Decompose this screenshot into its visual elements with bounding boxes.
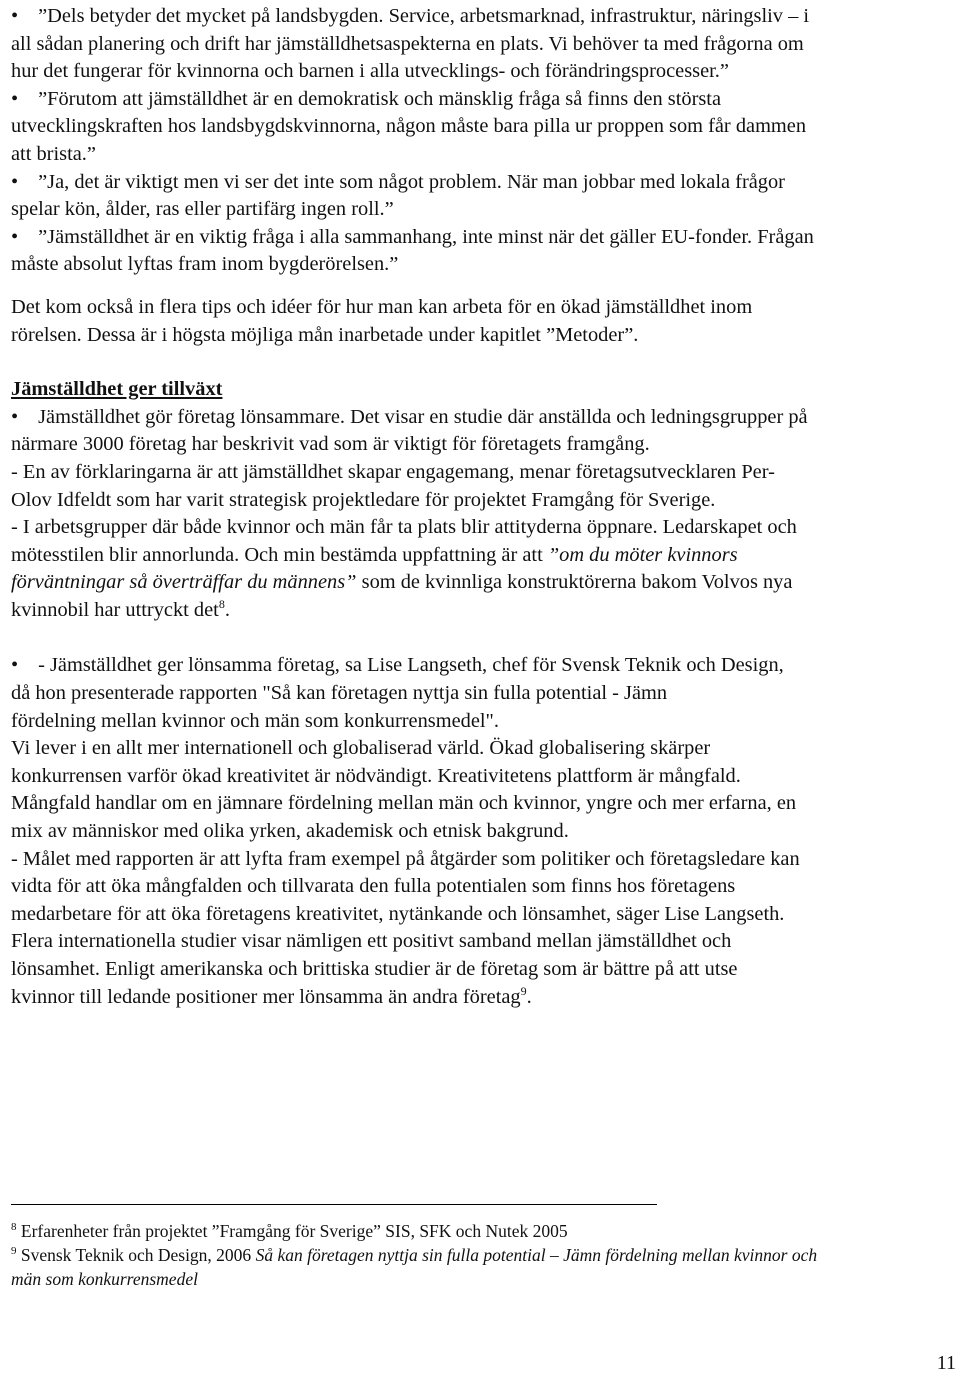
profit-line-4: Vi lever i en allt mer internationell och globaliserad värld. Ökad globalisering skärper [11,737,711,760]
growth-line-4: Olov Idfeldt som har varit strategisk projektledare för projektet Framgång för Sverige. [11,488,716,511]
growth-line-8: kvinnobil har uttryckt det [11,598,219,621]
bullet-icon: • [11,405,19,428]
profit-line-1: - Jämställdhet ger lönsamma företag, sa Lise Langseth, chef för Svensk Teknik och Design, [33,654,784,677]
footnote-9-title-1: Så kan företagen nyttja sin fulla potential – Jämn fördelning mellan kvinnor och [255,1245,818,1265]
footnote-ref-8[interactable]: 8 [218,597,225,612]
footnote-9-title-2: män som konkurrensmedel [11,1269,198,1289]
profit-line-8: - Målet med rapporten är att lyfta fram exempel på åtgärder som politiker och företagsledare kan [11,847,800,870]
quote-1-line-2: all sådan planering och drift har jämställdhetsaspekterna en plats. Vi behöver ta med frågorna om [11,32,804,55]
profit-line-6: Mångfald handlar om en jämnare fördelning mellan män och kvinnor, yngre och mer erfarna, en [11,792,797,815]
footnote-9-text: Svensk Teknik och Design, 2006 [16,1245,256,1265]
quote-bullet-1 [11,3,953,86]
quote-1-line-3: hur det fungerar för kvinnorna och barnen i alla utvecklings- och förändringsprocesser.” [11,60,729,83]
quote-bullet-4 [11,224,953,279]
tips-paragraph [11,294,953,349]
section-heading: Jämställdhet ger tillväxt [11,378,223,401]
quote-bullet-3 [11,169,953,224]
bullet-icon: • [11,5,19,27]
footnote-9-number: 9 [11,1245,17,1258]
growth-quote-part-2: förväntningar så överträffar du männens” [11,571,357,594]
bullet-icon: • [11,87,19,110]
quote-3-line-2: spelar kön, ålder, ras eller partifärg ingen roll.” [11,198,394,221]
growth-line-1: Jämställdhet gör företag lönsammare. Det visar en studie där anställda och ledningsgrupper på [33,405,808,428]
quote-bullet-2 [11,86,953,169]
growth-quote-part-1: ”om du möter kvinnors [547,543,738,566]
profit-line-7: mix av människor med olika yrken, akademisk och etnisk bakgrund. [11,820,569,843]
footnote-ref-9[interactable]: 9 [520,983,527,998]
profit-line-2: då hon presenterade rapporten "Så kan företagen nyttja sin fulla potential - Jämn [11,682,668,705]
profit-line-12: lönsamhet. Enligt amerikanska och brittiska studier är de företag som är bättre på att utse [11,958,738,980]
footnote-8-number: 8 [11,1221,17,1234]
quote-2-line-2: utvecklingskraften hos landsbygdskvinnorna, någon måste bara pilla ur proppen som får dammen [11,115,807,138]
footnote-8 [11,1219,953,1243]
growth-line-7: som de kvinnliga konstruktörerna bakom Volvos nya [356,571,793,594]
quote-1-line-1: ”Dels betyder det mycket på landsbygden. Service, arbetsmarknad, infrastruktur, näringsliv – i [33,5,810,27]
profit-line-11: Flera internationella studier visar nämligen ett positivt samband mellan jämställdhet och [11,930,732,953]
growth-line-6: mötesstilen blir annorlunda. Och min bestämda uppfattning är att [11,543,548,566]
profit-section [11,652,953,1011]
profit-line-5: konkurrensen varför ökad kreativitet är nödvändigt. Kreativitetens plattform är mångfald. [11,764,741,787]
footnote-8-text: Erfarenheter från projektet ”Framgång för Sverige” SIS, SFK och Nutek 2005 [16,1221,568,1241]
tips-line-1: Det kom också in flera tips och idéer för hur man kan arbeta för en ökad jämställdhet inom [11,295,753,318]
profit-line-9: vidta för att öka mångfalden och tillvarata den fulla potentialen som finns hos företagens [11,875,736,898]
page-number: 11 [936,1352,956,1374]
growth-line-8-end: . [224,598,230,621]
footnotes [11,1219,953,1291]
footnote-separator [11,1204,657,1205]
quote-2-line-1: ”Förutom att jämställdhet är en demokratisk och mänsklig fråga så finns den största [33,87,722,110]
profit-line-13: kvinnor till ledande positioner mer lönsamma än andra företag [11,985,521,1008]
growth-line-2: närmare 3000 företag har beskrivit vad som är viktigt för företagets framgång. [11,433,650,456]
footnote-9 [11,1243,953,1291]
profit-line-13-end: . [526,985,532,1008]
bullet-icon: • [11,654,19,677]
quote-3-line-1: ”Ja, det är viktigt men vi ser det inte som något problem. När man jobbar med lokala frågor [33,170,785,193]
growth-line-3: - En av förklaringarna är att jämställdhet skapar engagemang, menar företagsutvecklaren Per- [11,460,775,483]
quote-4-line-1: ”Jämställdhet är en viktig fråga i alla sammanhang, inte minst när det gäller EU-fonder. Frågan [33,225,814,248]
profit-line-10: medarbetare för att öka företagens kreativitet, nytänkande och lönsamhet, säger Lise Langseth. [11,902,785,925]
bullet-icon: • [11,170,19,193]
quote-4-line-2: måste absolut lyftas fram inom bygderörelsen.” [11,253,399,276]
bullet-icon: • [11,225,19,248]
quote-2-line-3: att brista.” [11,142,96,165]
growth-line-5: - I arbetsgrupper där både kvinnor och män får ta plats blir attityderna öppnare. Ledarskapet och [11,516,797,539]
document-page [11,0,953,1011]
profit-line-3: fördelning mellan kvinnor och män som konkurrensmedel". [11,709,499,732]
tips-line-2: rörelsen. Dessa är i högsta möjliga mån inarbetade under kapitlet ”Metoder”. [11,323,639,346]
growth-section [11,376,953,624]
